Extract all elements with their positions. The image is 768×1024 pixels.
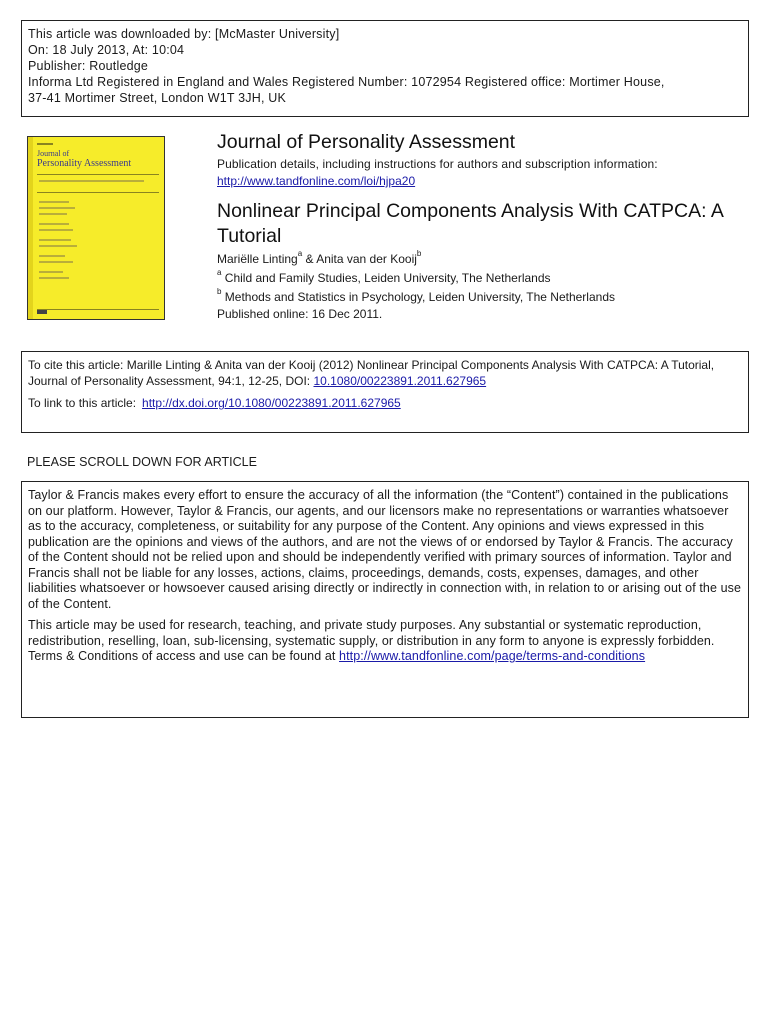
author-and: & <box>302 252 317 266</box>
publication-details: Publication details, including instructions for authors and subscription information: <box>217 157 658 171</box>
affiliation-2-sup: b <box>217 287 222 296</box>
author-1: Mariëlle Linting <box>217 252 298 266</box>
author-2-sup: b <box>416 249 422 258</box>
affiliation-1 <box>217 268 551 285</box>
terms-box <box>21 481 749 718</box>
doi-link[interactable]: 10.1080/00223891.2011.627965 <box>313 374 487 388</box>
journal-cover-image <box>27 136 165 320</box>
citation-text <box>28 357 742 389</box>
cover-small-title: Journal of <box>37 149 70 158</box>
terms-paragraph-2 <box>28 618 742 665</box>
cover-title: Personality Assessment <box>37 158 132 169</box>
terms-paragraph-2-text: This article may be used for research, teaching, and private study purposes. Any substantial or systematic reproduction, redistribution, reselling, loan, sub-licensing, systematic supply, or distribution in any form to anyone is expressly forbidden. Terms & Conditions of access and use can be found at <box>28 618 715 663</box>
affiliation-1-text: Child and Family Studies, Leiden University, The Netherlands <box>221 271 551 285</box>
author-1-sup: a <box>297 249 303 258</box>
journal-title: Journal of Personality Assessment <box>217 131 516 153</box>
registered-line-1: Informa Ltd Registered in England and Wales Registered Number: 1072954 Registered office: Mortimer House, <box>28 75 665 89</box>
download-info-box <box>21 20 749 117</box>
published-online: Published online: 16 Dec 2011. <box>217 307 383 321</box>
authors-line <box>217 249 422 266</box>
citation-body: To cite this article: Marille Linting & Anita van der Kooij (2012) Nonlinear Principal Components Analysis With CATPCA: A Tutorial, Journal of Personality Assessment, 94:1, 12-25, DOI: <box>28 358 715 388</box>
article-link-line <box>28 395 742 411</box>
citation-box <box>21 351 749 433</box>
article-title: Nonlinear Principal Components Analysis With CATPCA: A Tutorial <box>217 200 723 247</box>
affiliation-2 <box>217 287 615 304</box>
article-link[interactable]: http://dx.doi.org/10.1080/00223891.2011.627965 <box>142 396 401 410</box>
scroll-down-note: PLEASE SCROLL DOWN FOR ARTICLE <box>27 455 257 469</box>
terms-paragraph-1: Taylor & Francis makes every effort to ensure the accuracy of all the information (the “Content”) contained in the publications on our platform. However, Taylor & Francis, our agents, and our licensors make no representations or warranties whatsoever as to the accuracy, completeness, or suitability for any purpose of the Content. Any opinions and views expressed in this publication are the opinions and views of the authors, and are not the views of or endorsed by Taylor & Francis. The accuracy of the Content should not be relied upon and should be independently verified with primary sources of information. Taylor and Francis shall not be liable for any losses, actions, claims, proceedings, demands, costs, expenses, damages, and other liabilities whatsoever or howsoever caused arising directly or indirectly in connection with, in relation to or arising out of the use of the Content. <box>28 488 742 611</box>
article-link-label: To link to this article: <box>28 396 137 410</box>
author-2: Anita van der Kooij <box>316 252 417 266</box>
downloaded-by-line: This article was downloaded by: [McMaster University] <box>28 27 340 41</box>
date-line: On: 18 July 2013, At: 10:04 <box>28 43 185 57</box>
journal-link[interactable]: http://www.tandfonline.com/loi/hjpa20 <box>217 174 416 188</box>
affiliation-1-sup: a <box>217 268 222 277</box>
terms-link[interactable]: http://www.tandfonline.com/page/terms-and-conditions <box>339 649 646 663</box>
registered-line-2: 37-41 Mortimer Street, London W1T 3JH, UK <box>28 91 287 105</box>
affiliation-2-text: Methods and Statistics in Psychology, Leiden University, The Netherlands <box>221 290 615 304</box>
publisher-line: Publisher: Routledge <box>28 59 149 73</box>
